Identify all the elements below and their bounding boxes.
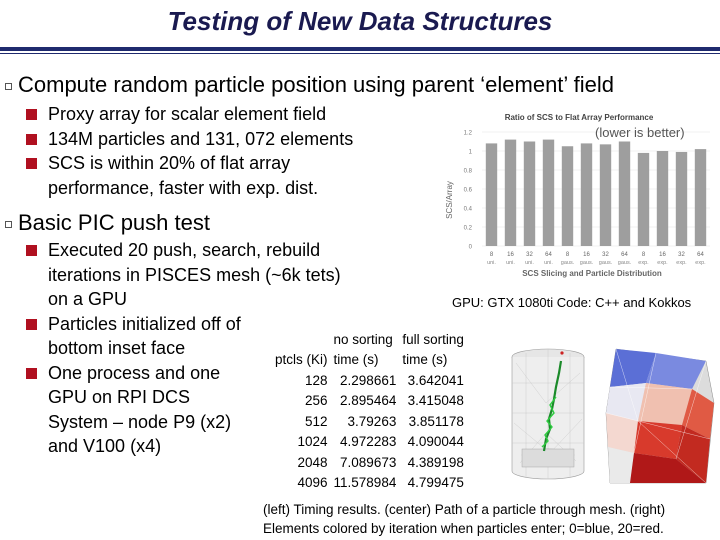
x-tick-label: 64 bbox=[545, 252, 552, 258]
bullet-marker-icon bbox=[5, 83, 12, 90]
table-cell: 4.972283 bbox=[340, 434, 397, 450]
table-cell: 256 bbox=[304, 393, 328, 409]
chart-bar bbox=[638, 153, 649, 246]
table-cell: 11.578984 bbox=[333, 475, 397, 491]
table-row bbox=[272, 452, 467, 473]
chart-bar bbox=[543, 140, 554, 246]
x-tick-sublabel: uni. bbox=[525, 260, 534, 266]
chart-xlabel: SCS Slicing and Particle Distribution bbox=[522, 269, 662, 278]
chart-ylabel: SCS/Array bbox=[445, 181, 454, 219]
x-tick-sublabel: gaus. bbox=[598, 260, 613, 266]
table-cell: 3.79263 bbox=[347, 413, 397, 429]
table-header-cell: time (s) bbox=[333, 352, 379, 368]
table-cell: 2.895464 bbox=[340, 393, 397, 409]
x-tick-sublabel: exp. bbox=[676, 260, 687, 266]
table-cell: 2048 bbox=[297, 454, 328, 470]
x-tick-sublabel: uni. bbox=[544, 260, 553, 266]
table-cell: 1024 bbox=[297, 434, 328, 450]
y-tick-label: 1 bbox=[468, 149, 472, 156]
y-tick-label: 0 bbox=[468, 244, 472, 251]
x-tick-label: 16 bbox=[659, 252, 666, 258]
iteration-color-image bbox=[606, 349, 714, 483]
compute-sub-bullets bbox=[48, 102, 353, 200]
caption-line: Elements colored by iteration when particles enter; 0=blue, 20=red. bbox=[263, 521, 664, 536]
sub-bullet-text: Particles initialized off of bbox=[48, 313, 241, 334]
sub-bullet-text: GPU on RPI DCS bbox=[48, 387, 191, 407]
table-row bbox=[272, 432, 467, 453]
sub-bullet-text: System – node P9 (x2) bbox=[48, 411, 232, 432]
chart-bar bbox=[524, 142, 535, 247]
bullet-compute: Compute random particle position using parent ‘element’ field bbox=[5, 72, 614, 98]
table-cell: 4.389198 bbox=[407, 454, 464, 470]
sub-bullet-text: bottom inset face bbox=[48, 338, 186, 358]
x-tick-label: 8 bbox=[641, 252, 646, 258]
square-bullet-icon bbox=[26, 134, 37, 145]
square-bullet-icon bbox=[26, 245, 37, 256]
sub-bullet-text: and V100 (x4) bbox=[48, 436, 162, 456]
chart-bar bbox=[486, 143, 497, 246]
title-rule-thin bbox=[0, 53, 720, 54]
x-tick-sublabel: uni. bbox=[487, 260, 496, 266]
chart-bar bbox=[619, 142, 630, 247]
chart-bar bbox=[695, 149, 706, 246]
y-tick-label: 0.6 bbox=[463, 187, 472, 194]
table-row bbox=[272, 411, 467, 432]
table-cell: 128 bbox=[304, 372, 328, 388]
x-tick-label: 32 bbox=[526, 252, 533, 258]
chart-bar bbox=[562, 146, 573, 246]
sub-bullet-text: Proxy array for scalar element field bbox=[48, 104, 327, 124]
square-bullet-icon bbox=[26, 368, 37, 379]
table-header-cell: full sorting bbox=[402, 331, 464, 347]
table-cell: 4.799475 bbox=[407, 475, 464, 491]
y-tick-label: 0.2 bbox=[463, 225, 472, 232]
x-tick-label: 32 bbox=[602, 252, 609, 258]
x-tick-label: 8 bbox=[489, 252, 494, 258]
square-bullet-icon bbox=[26, 109, 37, 120]
x-tick-sublabel: uni. bbox=[506, 260, 515, 266]
table-cell: 3.851178 bbox=[408, 413, 464, 429]
x-tick-sublabel: gaus. bbox=[579, 260, 594, 266]
table-row bbox=[272, 473, 467, 494]
table-header-cell: ptcls (Ki) bbox=[275, 352, 328, 368]
x-tick-sublabel: gaus. bbox=[560, 260, 575, 266]
table-cell: 7.089673 bbox=[340, 454, 397, 470]
sub-bullet-text: SCS is within 20% of flat array bbox=[48, 153, 291, 173]
table-cell: 2.298661 bbox=[340, 372, 397, 388]
sub-bullet-text: iterations in PISCES mesh (~6k tets) bbox=[48, 264, 341, 285]
table-cell: 4.090044 bbox=[407, 434, 464, 450]
mesh-images bbox=[506, 343, 718, 491]
table-cell: 3.415048 bbox=[407, 393, 464, 409]
chart-title: Ratio of SCS to Flat Array Performance bbox=[504, 113, 654, 122]
particle-path-image bbox=[512, 349, 584, 479]
gpu-note: GPU: GTX 1080ti Code: C++ and Kokkos bbox=[452, 295, 692, 310]
square-bullet-icon bbox=[26, 319, 37, 330]
chart-bar bbox=[676, 152, 687, 246]
figure-caption bbox=[263, 500, 665, 538]
x-tick-sublabel: exp. bbox=[695, 260, 706, 266]
x-tick-label: 64 bbox=[621, 252, 628, 258]
chart-bar bbox=[505, 140, 516, 246]
chart-bar bbox=[657, 151, 668, 246]
x-tick-label: 16 bbox=[507, 252, 514, 258]
x-tick-label: 8 bbox=[565, 252, 570, 258]
x-tick-sublabel: gaus. bbox=[617, 260, 632, 266]
table-row bbox=[272, 391, 467, 412]
x-tick-label: 32 bbox=[678, 252, 685, 258]
sub-bullet-text: One process and one bbox=[48, 362, 221, 383]
x-tick-sublabel: exp. bbox=[638, 260, 649, 266]
x-tick-label: 16 bbox=[583, 252, 590, 258]
table-header-row bbox=[272, 329, 467, 350]
slide-title: Testing of New Data Structures bbox=[167, 6, 553, 36]
chart-note: (lower is better) bbox=[595, 125, 685, 140]
square-bullet-icon bbox=[26, 158, 37, 169]
chart-bar bbox=[581, 143, 592, 246]
sub-bullet-text: Executed 20 push, search, rebuild bbox=[48, 240, 321, 260]
table-cell: 512 bbox=[304, 413, 328, 429]
y-tick-label: 1.2 bbox=[463, 130, 472, 137]
sub-bullet-text: 134M particles and 131, 072 elements bbox=[48, 128, 354, 149]
sub-bullet-text: on a GPU bbox=[48, 289, 128, 309]
x-tick-sublabel: exp. bbox=[657, 260, 668, 266]
x-tick-label: 64 bbox=[697, 252, 704, 258]
table-header-cell: no sorting bbox=[333, 331, 393, 347]
table-header-row bbox=[272, 350, 467, 371]
bullet-marker-icon bbox=[5, 221, 12, 228]
table-row bbox=[272, 370, 467, 391]
table-cell: 4096 bbox=[297, 475, 328, 491]
table-cell: 3.642041 bbox=[407, 372, 464, 388]
table-header-cell bbox=[272, 329, 331, 350]
bullet-pic: Basic PIC push test bbox=[5, 210, 210, 236]
caption-line: (left) Timing results. (center) Path of a particle through mesh. (right) bbox=[263, 502, 666, 517]
chart-bar bbox=[600, 144, 611, 246]
y-tick-label: 0.4 bbox=[463, 206, 472, 213]
table-header-cell: time (s) bbox=[402, 352, 448, 368]
sub-bullet-text: performance, faster with exp. dist. bbox=[48, 177, 319, 198]
title-rule bbox=[0, 47, 720, 51]
timing-table bbox=[272, 329, 467, 493]
y-tick-label: 0.8 bbox=[463, 168, 472, 175]
